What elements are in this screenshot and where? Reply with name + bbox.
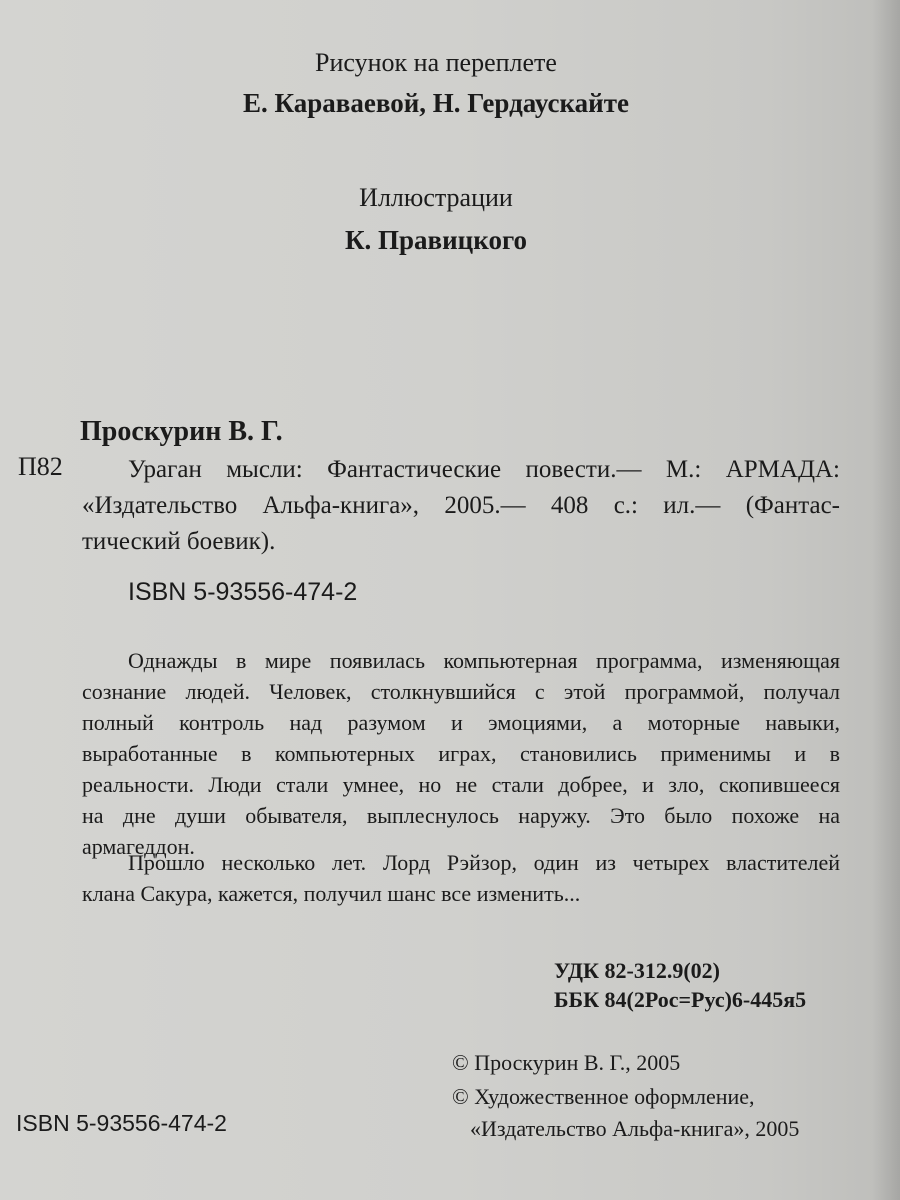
annotation-line: реальности. Люди стали умнее, но не стали добрее, и зло, скопившееся <box>82 772 840 797</box>
bibliographic-line: тический боевик). <box>82 528 276 555</box>
author-code: П82 <box>18 452 63 481</box>
annotation-line: Однажды в мире появилась компьютерная программа, изменяющая <box>128 648 840 673</box>
bibliographic-line: «Издательство Альфа-книга», 2005.— 408 с.: ил.— (Фантас- <box>82 492 840 519</box>
annotation-line: на дне души обывателя, выплеснулось наружу. Это было похоже на <box>82 803 840 828</box>
bibliographic-line: Ураган мысли: Фантастические повести.— М.: АРМАДА: <box>128 456 840 483</box>
copyright-line: © Проскурин В. Г., 2005 <box>452 1050 681 1075</box>
udk-code: УДК 82-312.9(02) <box>554 958 720 983</box>
bbk-code: ББК 84(2Рос=Рус)6-445я5 <box>554 987 807 1012</box>
page-edge-shadow <box>872 0 900 1200</box>
author-heading: Проскурин В. Г. <box>80 416 283 447</box>
isbn-number: ISBN 5-93556-474-2 <box>128 578 358 606</box>
copyright-line: © Художественное оформление, <box>452 1084 755 1109</box>
annotation-line: армагеддон. <box>82 834 195 859</box>
isbn-footer: ISBN 5-93556-474-2 <box>16 1110 227 1136</box>
cover-artists: Е. Караваевой, Н. Гердаускайте <box>243 88 629 118</box>
annotation-line: выработанные в компьютерных играх, становились применимы и в <box>82 741 840 766</box>
illustrations-label: Иллюстрации <box>359 183 513 212</box>
cover-art-label: Рисунок на переплете <box>315 48 557 77</box>
annotation-line: полный контроль над разумом и эмоциями, а моторные навыки, <box>82 710 840 735</box>
illustrations-artist: К. Правицкого <box>344 225 528 255</box>
annotation-line: сознание людей. Человек, столкнувшийся с этой программой, получал <box>82 679 840 704</box>
annotation-line: клана Сакура, кажется, получил шанс все изменить... <box>82 881 581 906</box>
annotation-line: Прошло несколько лет. Лорд Рэйзор, один из четырех властителей <box>128 850 840 875</box>
copyright-line: «Издательство Альфа-книга», 2005 <box>470 1116 800 1141</box>
